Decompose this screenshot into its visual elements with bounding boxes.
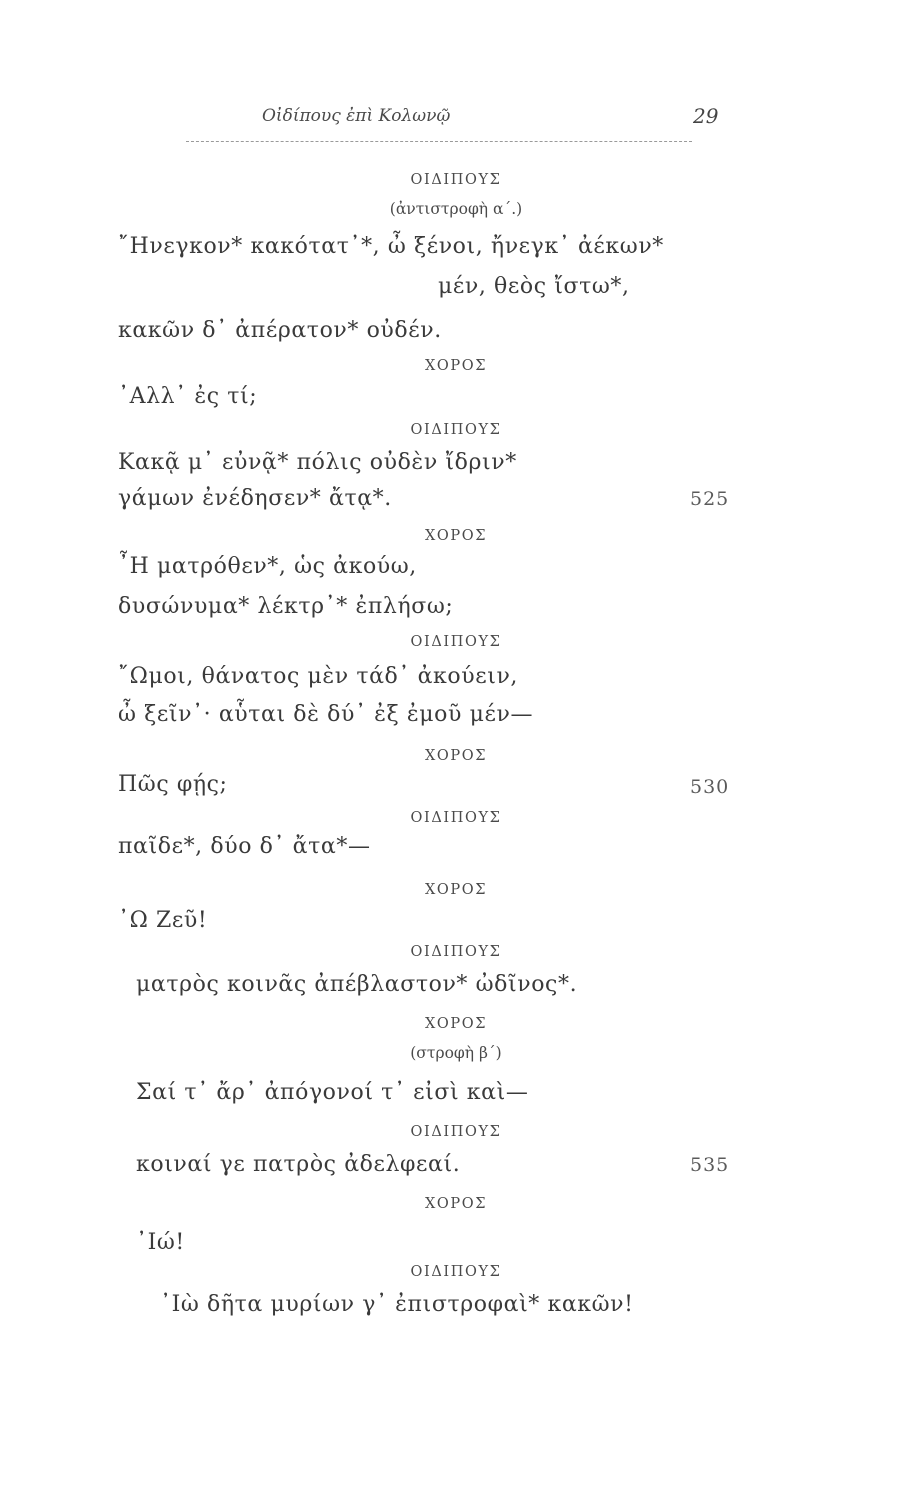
speaker-label: ΟΙΔΙΠΟΥΣ bbox=[410, 944, 502, 960]
verse-line: ᾽Ιώ! bbox=[136, 1230, 185, 1255]
speaker-label: ΧΟΡΟΣ bbox=[424, 1016, 488, 1032]
speaker-label: ΧΟΡΟΣ bbox=[424, 882, 488, 898]
verse-line: ᾽Ιὼ δῆτα μυρίων γ᾽ ἐπιστροφαὶ* κακῶν! bbox=[160, 1292, 634, 1317]
line-number: 530 bbox=[690, 776, 730, 798]
speaker-label: ΟΙΔΙΠΟΥΣ bbox=[410, 172, 502, 188]
speaker-label: ΧΟΡΟΣ bbox=[424, 748, 488, 764]
stage-note: (στροφὴ β΄) bbox=[410, 1044, 502, 1062]
speaker-label: ΧΟΡΟΣ bbox=[424, 1196, 488, 1212]
page-number: 29 bbox=[693, 104, 719, 128]
verse-line: Πῶς φῄς; bbox=[118, 772, 228, 797]
verse-line: Σαί τ᾽ ἄρ᾽ ἀπόγονοί τ᾽ εἰσὶ καὶ— bbox=[136, 1080, 529, 1105]
header-rule bbox=[186, 141, 692, 142]
verse-line: Κακᾷ μ᾽ εὐνᾷ* πόλις οὐδὲν ἴδριν* bbox=[118, 450, 517, 475]
verse-line: δυσώνυμα* λέκτρ᾽* ἐπλήσω; bbox=[118, 594, 454, 619]
line-number: 535 bbox=[690, 1154, 730, 1176]
verse-line: ῏Η ματρόθεν*, ὡς ἀκούω, bbox=[118, 554, 417, 579]
speaker-label: ΧΟΡΟΣ bbox=[424, 528, 488, 544]
speaker-label: ΟΙΔΙΠΟΥΣ bbox=[410, 422, 502, 438]
verse-line: ᾽Αλλ᾽ ἐς τί; bbox=[118, 384, 258, 409]
verse-line: ματρὸς κοινᾶς ἀπέβλαστον* ὠδῖνος*. bbox=[136, 972, 578, 997]
verse-line: κοιναί γε πατρὸς ἀδελφεαί. bbox=[136, 1152, 461, 1177]
stage-note: (ἀντιστροφὴ α΄.) bbox=[389, 200, 523, 218]
verse-line: μέν, θεὸς ἴστω*, bbox=[438, 274, 630, 299]
running-title: Οἰδίπους ἐπὶ Κολωνῷ bbox=[262, 106, 451, 126]
verse-line: κακῶν δ᾽ ἀπέρατον* οὐδέν. bbox=[118, 318, 442, 343]
verse-line: ῎Ηνεγκον* κακότατ᾽*, ὦ ξένοι, ἤνεγκ᾽ ἀέκων* bbox=[118, 234, 664, 259]
speaker-label: ΟΙΔΙΠΟΥΣ bbox=[410, 1264, 502, 1280]
verse-line: παῖδε*, δύο δ᾽ ἄτα*— bbox=[118, 834, 371, 859]
verse-line: ᾽Ω Ζεῦ! bbox=[118, 908, 208, 933]
verse-line: ὦ ξεῖν᾽· αὗται δὲ δύ᾽ ἐξ ἐμοῦ μέν— bbox=[118, 702, 534, 727]
speaker-label: ΟΙΔΙΠΟΥΣ bbox=[410, 1124, 502, 1140]
speaker-label: ΟΙΔΙΠΟΥΣ bbox=[410, 810, 502, 826]
verse-line: γάμων ἐνέδησεν* ἄτᾳ*. bbox=[118, 486, 392, 511]
speaker-label: ΧΟΡΟΣ bbox=[424, 358, 488, 374]
line-number: 525 bbox=[690, 488, 730, 510]
verse-line: ῎Ωμοι, θάνατος μὲν τάδ᾽ ἀκούειν, bbox=[118, 664, 519, 689]
speaker-label: ΟΙΔΙΠΟΥΣ bbox=[410, 634, 502, 650]
